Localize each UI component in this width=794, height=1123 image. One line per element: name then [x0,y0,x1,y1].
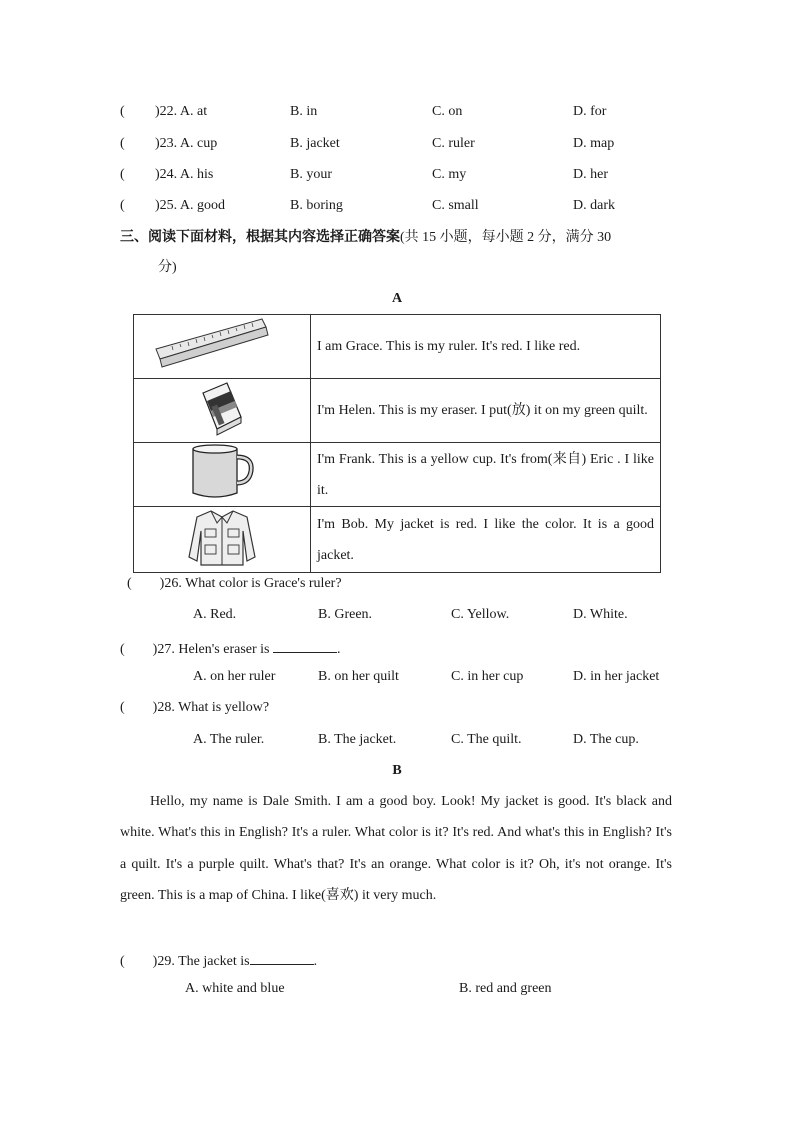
reading-table [133,314,661,573]
question-27 [120,638,340,658]
option-a[interactable]: A. white and blue [185,981,285,996]
option-c[interactable]: C. in her cup [451,669,524,684]
answer-blank[interactable] [273,638,337,653]
part-a-label: A [391,291,403,306]
answer-paren[interactable]: ( [120,954,125,969]
question-tail: . [313,954,318,969]
section-heading-line1 [120,222,680,253]
description-cell: I'm Bob. My jacket is red. I like the color. It is a good jacket. [311,507,661,573]
part-b-label: B [392,763,402,778]
option-c[interactable]: C. my [432,167,467,182]
section-title: 三、阅读下面材料，根据其内容选择正确答案 [120,229,400,245]
option-b[interactable]: B. red and green [459,981,552,996]
question-stem: )27. Helen's eraser is [152,642,270,657]
question-stem: )29. The jacket is [152,954,250,969]
question-26 [127,576,342,592]
answer-paren[interactable]: ( [120,642,125,657]
eraser-icon [197,379,247,437]
option-d[interactable]: D. dark [573,198,615,213]
section-title-rest: (共 15 小题，每小题 2 分，满分 30 [400,230,612,245]
option-c[interactable]: C. on [432,104,463,119]
option-b[interactable]: B. boring [290,198,343,213]
description-cell: I'm Helen. This is my eraser. I put(放) it on my green quilt. [311,379,661,443]
option-a[interactable]: A. on her ruler [193,669,276,684]
question-tail: . [336,642,341,657]
table-row [134,315,661,379]
option-d[interactable]: D. The cup. [573,732,639,747]
description-cell: I am Grace. This is my ruler. It's red. I like red. [311,315,661,379]
option-b[interactable]: B. on her quilt [318,669,399,684]
option-b[interactable]: B. your [290,167,332,182]
option-d[interactable]: D. White. [573,607,628,622]
reading-passage: Hello, my name is Dale Smith. I am a good boy. Look! My jacket is good. It's black and white. What's this in English? It's a ruler. What color is it? It's red. And what's this in English? It's a quilt. It's a purple quilt. What's that? It's an orange. What color is it? Oh, it's not orange. It's green. This is a map of China. I like(喜欢) it very much. [120,794,672,903]
option-d[interactable]: D. in her jacket [573,669,660,684]
answer-blank[interactable] [250,950,314,965]
question-stem: )26. What color is Grace's ruler? [159,576,342,591]
question-stem: )28. What is yellow? [152,700,270,715]
picture-cell [134,315,311,379]
question-29 [120,950,317,970]
ruler-icon [152,315,292,373]
question-stem: )25. A. good [155,198,225,213]
option-d[interactable]: D. her [573,167,608,182]
option-b[interactable]: B. Green. [318,607,373,622]
option-c[interactable]: C. Yellow. [451,607,510,622]
option-c[interactable]: C. The quilt. [451,732,522,747]
cup-icon [187,443,257,501]
answer-paren[interactable]: ( [120,198,125,213]
table-row [134,379,661,443]
picture-cell [134,443,311,507]
picture-cell [134,379,311,443]
option-d[interactable]: D. map [573,136,615,151]
answer-paren[interactable]: ( [120,700,125,715]
answer-paren[interactable]: ( [120,136,125,151]
option-a[interactable]: A. The ruler. [193,732,265,747]
option-a[interactable]: A. Red. [193,607,237,622]
section-title-cont: 分) [158,260,177,275]
option-b[interactable]: B. The jacket. [318,732,397,747]
question-stem: )22. A. at [155,104,208,119]
table-row [134,443,661,507]
description-cell: I'm Frank. This is a yellow cup. It's from(来自) Eric . I like it. [311,443,661,507]
answer-paren[interactable]: ( [120,104,125,119]
option-b[interactable]: B. jacket [290,136,340,151]
option-b[interactable]: B. in [290,104,318,119]
section-heading [120,222,680,283]
section-heading-line2 [120,253,680,283]
table-row [134,507,661,573]
jacket-icon [187,507,257,567]
option-c[interactable]: C. ruler [432,136,475,151]
answer-paren[interactable]: ( [120,167,125,182]
option-c[interactable]: C. small [432,198,479,213]
question-stem: )23. A. cup [155,136,218,151]
question-28 [120,700,269,716]
option-d[interactable]: D. for [573,104,607,119]
picture-cell [134,507,311,573]
answer-paren[interactable]: ( [127,576,132,591]
question-stem: )24. A. his [155,167,214,182]
